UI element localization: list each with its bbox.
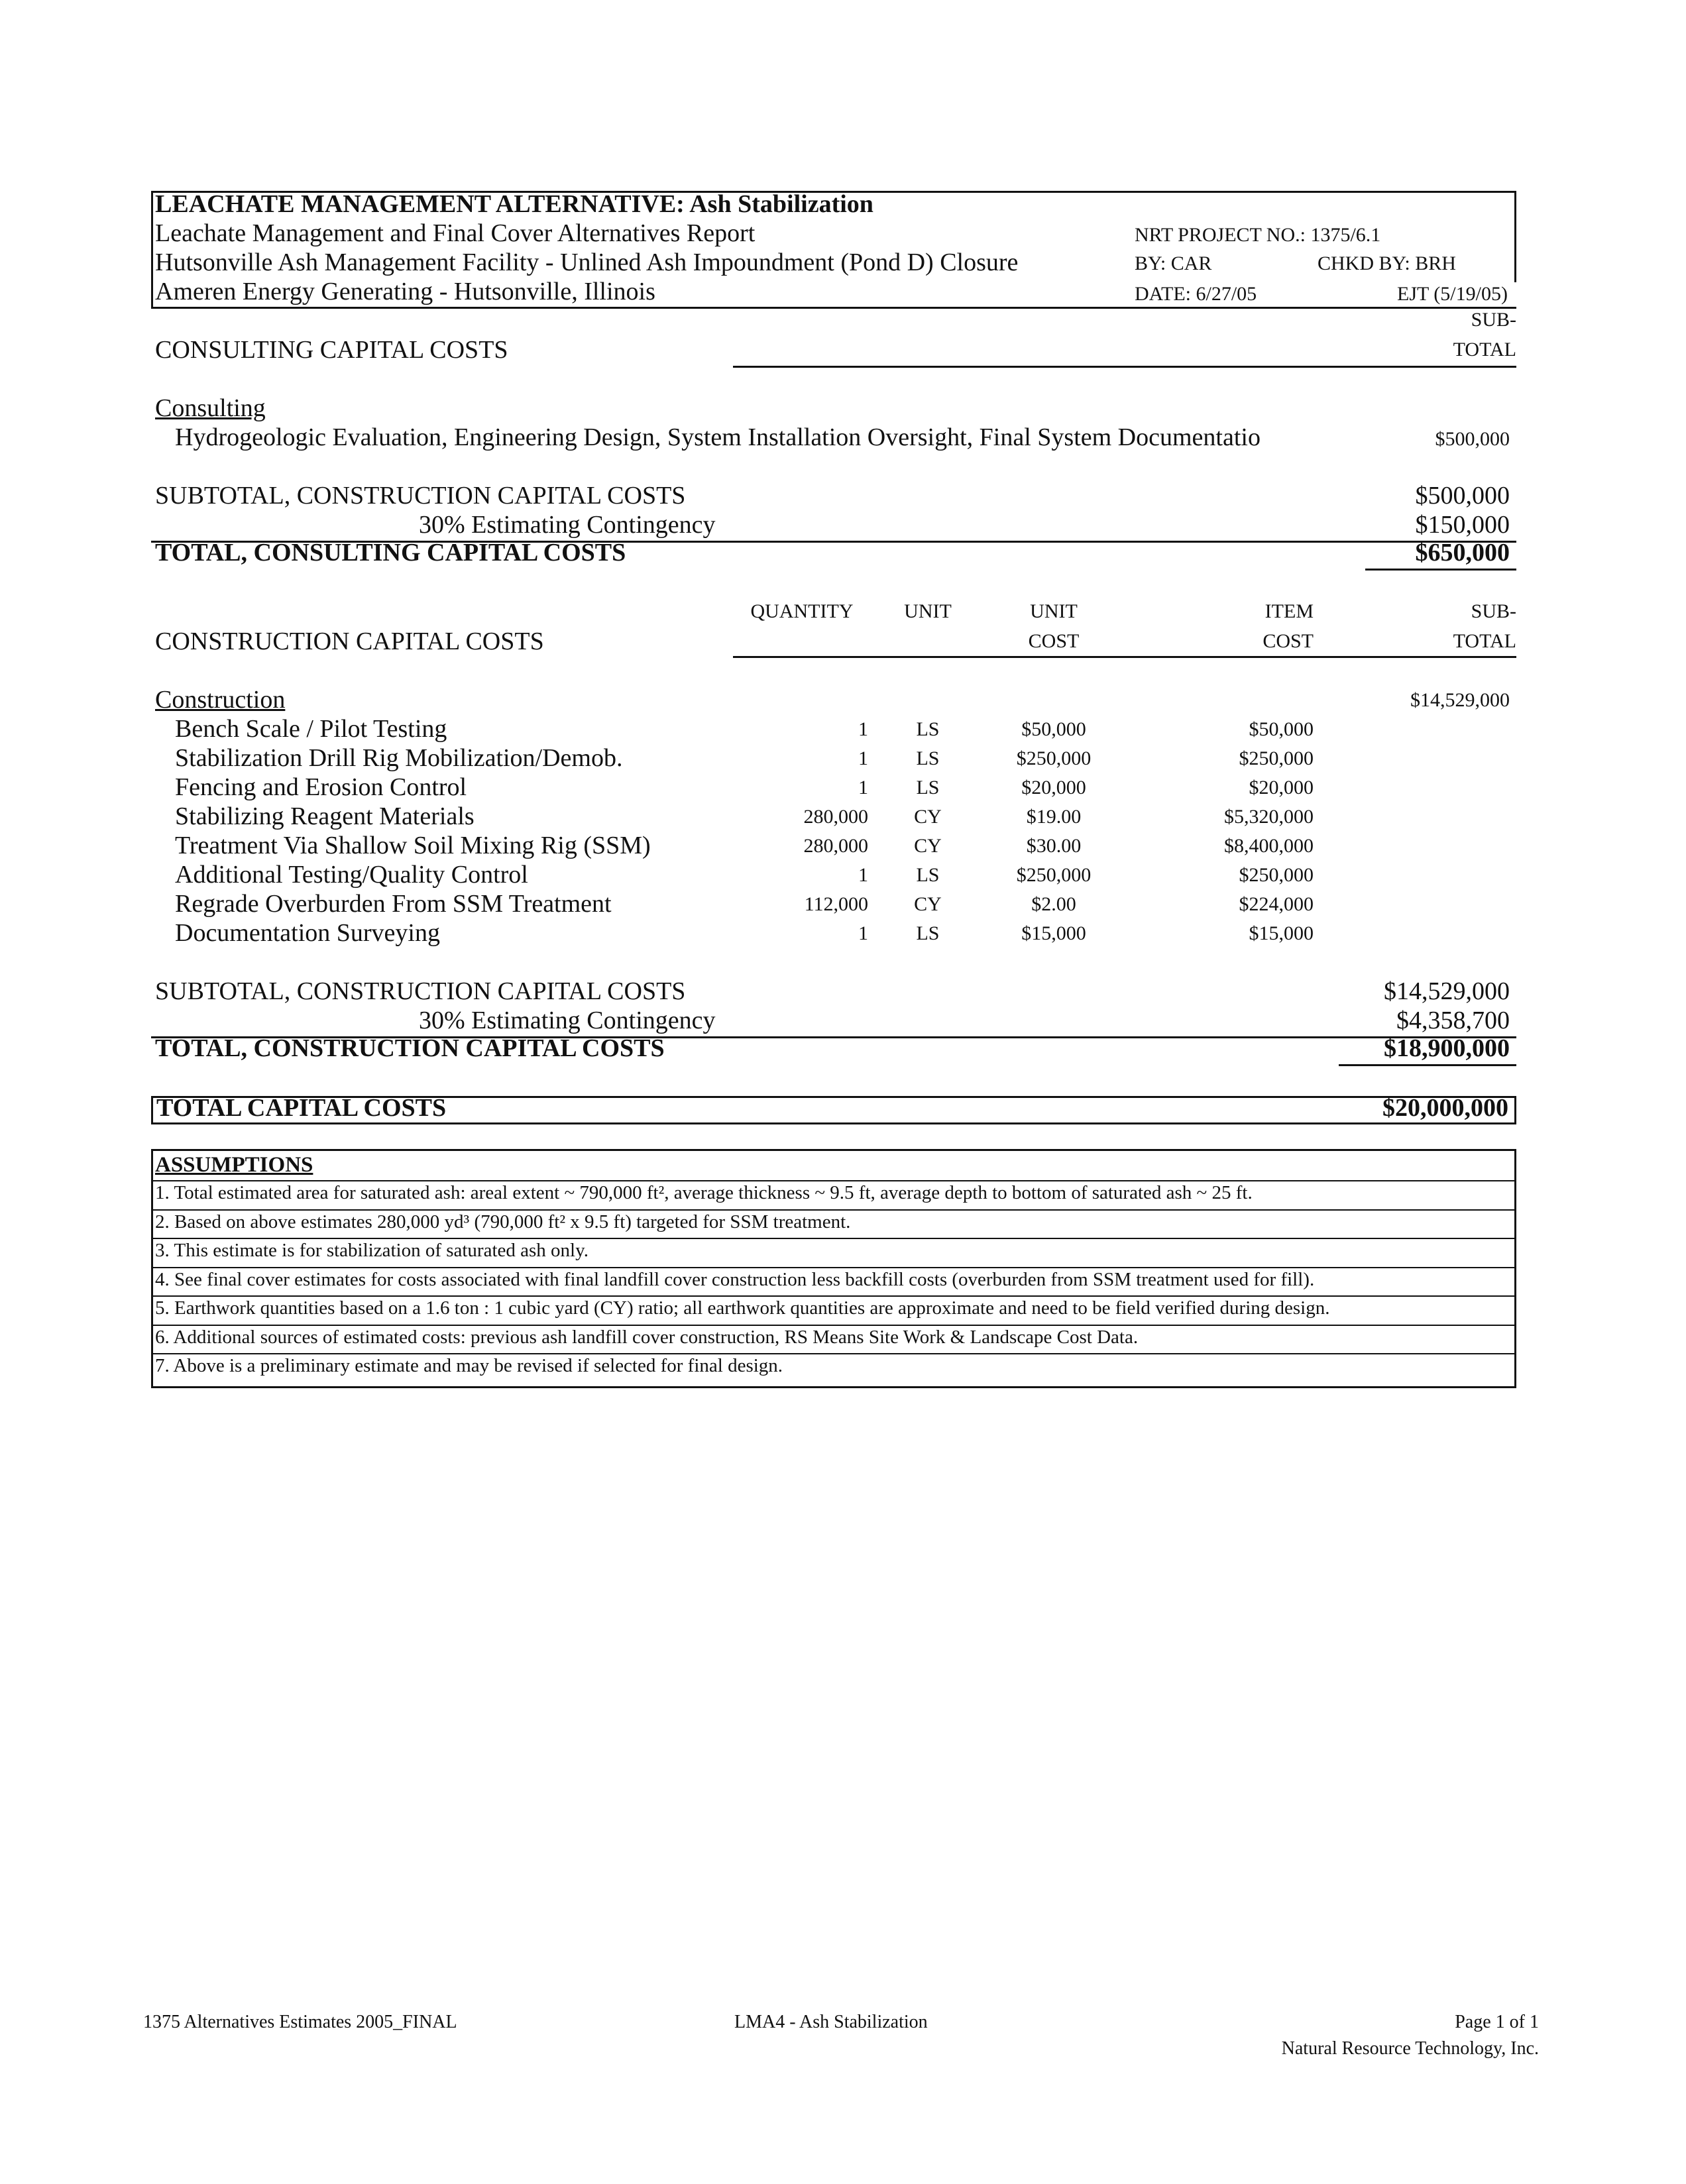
assumptions-bottom-rule xyxy=(151,1386,1516,1388)
construction-contingency-value: $4,358,700 xyxy=(1396,1007,1510,1034)
construction-item-unit-cost: $15,000 xyxy=(1021,922,1086,944)
assumptions-left-rule xyxy=(151,1149,153,1388)
header-left-rule xyxy=(151,191,153,309)
construction-item-unit: CY xyxy=(914,893,942,915)
construction-item-quantity: 1 xyxy=(858,922,868,944)
construction-item-unit-cost: $20,000 xyxy=(1021,777,1086,798)
construction-item-quantity: 280,000 xyxy=(803,835,868,857)
construction-item-description: Stabilization Drill Rig Mobilization/Demob. xyxy=(175,744,623,772)
consulting-total-value: $650,000 xyxy=(1415,539,1510,567)
consulting-item-desc: Hydrogeologic Evaluation, Engineering Design, System Installation Oversight, Final System Documentatio xyxy=(175,423,1261,451)
consulting-section-title: CONSULTING CAPITAL COSTS xyxy=(155,336,508,364)
construction-item-description: Stabilizing Reagent Materials xyxy=(175,802,475,830)
construction-item-description: Bench Scale / Pilot Testing xyxy=(175,715,447,743)
assumption-row-rule xyxy=(151,1353,1516,1354)
consulting-subtotal-value: $500,000 xyxy=(1415,482,1510,510)
construction-item-quantity: 112,000 xyxy=(804,893,868,915)
construction-header-rule xyxy=(733,656,1516,658)
construction-item-unit: LS xyxy=(916,777,940,798)
construction-group-label: Construction xyxy=(155,686,286,714)
checked-by: CHKD BY: BRH xyxy=(1318,252,1456,274)
col-sub-head-1: SUB- xyxy=(1471,600,1516,622)
construction-total-value: $18,900,000 xyxy=(1384,1034,1510,1062)
assumption-row-rule xyxy=(151,1295,1516,1297)
footer-page-number: Page 1 of 1 xyxy=(1455,2012,1539,2032)
construction-item-unit-cost: $250,000 xyxy=(1016,747,1092,769)
construction-item-unit-cost: $2.00 xyxy=(1031,893,1076,915)
consulting-group-label: Consulting xyxy=(155,394,266,422)
assumption-item: 3. This estimate is for stabilization of saturated ash only. xyxy=(155,1240,589,1261)
construction-item-description: Documentation Surveying xyxy=(175,919,440,947)
project-number: NRT PROJECT NO.: 1375/6.1 xyxy=(1135,224,1381,246)
construction-item-unit: CY xyxy=(914,835,942,857)
col-item-cost-head-2: COST xyxy=(1263,630,1314,652)
construction-item-cost: $224,000 xyxy=(1239,893,1314,915)
assumption-item: 4. See final cover estimates for costs associated with final landfill cover construction less backfill costs (overburden from SSM treatment used for fill). xyxy=(155,1268,1315,1290)
construction-subtotal-value: $14,529,000 xyxy=(1384,977,1510,1005)
construction-contingency-label: 30% Estimating Contingency xyxy=(419,1007,716,1034)
col-quantity-head: QUANTITY xyxy=(750,600,854,622)
prepared-date: DATE: 6/27/05 xyxy=(1135,283,1257,305)
construction-item-unit: LS xyxy=(916,922,940,944)
assumption-row-rule xyxy=(151,1180,1516,1181)
assumptions-right-rule xyxy=(1514,1149,1516,1388)
construction-item-unit: LS xyxy=(916,747,940,769)
assumptions-title: ASSUMPTIONS xyxy=(155,1153,313,1177)
construction-item-unit-cost: $250,000 xyxy=(1016,864,1092,886)
construction-item-description: Regrade Overburden From SSM Treatment xyxy=(175,890,612,918)
client-name: Ameren Energy Generating - Hutsonville, Illinois xyxy=(155,278,655,305)
construction-subtotal-label: SUBTOTAL, CONSTRUCTION CAPITAL COSTS xyxy=(155,977,686,1005)
construction-item-description: Additional Testing/Quality Control xyxy=(175,861,528,889)
report-subtitle: Leachate Management and Final Cover Alternatives Report xyxy=(155,219,756,247)
construction-section-title: CONSTRUCTION CAPITAL COSTS xyxy=(155,628,544,655)
construction-item-unit: CY xyxy=(914,806,942,828)
construction-group-subtotal: $14,529,000 xyxy=(1410,689,1510,711)
construction-item-quantity: 1 xyxy=(858,777,868,798)
assumption-row-rule xyxy=(151,1209,1516,1211)
construction-item-quantity: 1 xyxy=(858,864,868,886)
construction-item-unit: LS xyxy=(916,864,940,886)
construction-item-unit-cost: $30.00 xyxy=(1026,835,1082,857)
construction-item-cost: $20,000 xyxy=(1249,777,1314,798)
assumption-item: 2. Based on above estimates 280,000 yd³ (790,000 ft² x 9.5 ft) targeted for SSM treatment. xyxy=(155,1211,851,1232)
consulting-total-label: TOTAL, CONSULTING CAPITAL COSTS xyxy=(155,539,626,567)
consulting-subtotal-head-2: TOTAL xyxy=(1453,339,1516,360)
construction-item-quantity: 280,000 xyxy=(803,806,868,828)
footer-company: Natural Resource Technology, Inc. xyxy=(1281,2038,1539,2059)
construction-total-bottom-rule xyxy=(1339,1064,1516,1066)
facility-name: Hutsonville Ash Management Facility - Unlined Ash Impoundment (Pond D) Closure xyxy=(155,248,1019,276)
grand-total-left-rule xyxy=(151,1096,153,1124)
consulting-item-value: $500,000 xyxy=(1435,428,1510,450)
col-sub-head-2: TOTAL xyxy=(1453,630,1516,652)
assumption-item: 5. Earthwork quantities based on a 1.6 ton : 1 cubic yard (CY) ratio; all earthwork quantities are approximate and need to be field verified during design. xyxy=(155,1297,1330,1319)
construction-item-quantity: 1 xyxy=(858,747,868,769)
grand-total-value: $20,000,000 xyxy=(1382,1094,1508,1122)
consulting-subtotal-head-1: SUB- xyxy=(1471,309,1516,331)
construction-item-quantity: 1 xyxy=(858,718,868,740)
assumption-row-rule xyxy=(151,1325,1516,1326)
header-bottom-rule xyxy=(151,307,1516,309)
construction-total-label: TOTAL, CONSTRUCTION CAPITAL COSTS xyxy=(155,1034,665,1062)
header-right-rule xyxy=(1514,191,1516,282)
construction-item-description: Treatment Via Shallow Soil Mixing Rig (SSM) xyxy=(175,832,651,859)
assumption-item: 1. Total estimated area for saturated ash: areal extent ~ 790,000 ft², average thickness ~ 9.5 ft, average depth to bottom of saturated ash ~ 25 ft. xyxy=(155,1182,1253,1203)
grand-total-label: TOTAL CAPITAL COSTS xyxy=(156,1094,447,1122)
grand-total-right-rule xyxy=(1514,1096,1516,1124)
construction-item-unit-cost: $19.00 xyxy=(1026,806,1082,828)
footer-filename: 1375 Alternatives Estimates 2005_FINAL xyxy=(143,2012,457,2032)
footer-sheet-name: LMA4 - Ash Stabilization xyxy=(734,2012,928,2032)
col-unit-cost-head-1: UNIT xyxy=(1030,600,1078,622)
consulting-header-rule xyxy=(733,366,1516,368)
col-item-cost-head-1: ITEM xyxy=(1264,600,1314,622)
col-unit-head: UNIT xyxy=(904,600,952,622)
assumption-item: 6. Additional sources of estimated costs: previous ash landfill cover construction, RS Means Site Work & Landscape Cost Data. xyxy=(155,1326,1139,1348)
construction-item-cost: $250,000 xyxy=(1239,747,1314,769)
prepared-by: BY: CAR xyxy=(1135,252,1212,274)
report-title: LEACHATE MANAGEMENT ALTERNATIVE: Ash Stabilization xyxy=(155,190,873,218)
grand-total-bottom-rule xyxy=(151,1122,1516,1124)
construction-item-cost: $15,000 xyxy=(1249,922,1314,944)
consulting-contingency-value: $150,000 xyxy=(1415,511,1510,539)
assumptions-top-rule xyxy=(151,1149,1516,1151)
col-unit-cost-head-2: COST xyxy=(1028,630,1080,652)
construction-item-unit-cost: $50,000 xyxy=(1021,718,1086,740)
construction-item-cost: $50,000 xyxy=(1249,718,1314,740)
construction-item-description: Fencing and Erosion Control xyxy=(175,773,467,801)
consulting-contingency-label: 30% Estimating Contingency xyxy=(419,511,716,539)
construction-item-unit: LS xyxy=(916,718,940,740)
consulting-subtotal-label: SUBTOTAL, CONSTRUCTION CAPITAL COSTS xyxy=(155,482,686,510)
assumption-row-rule xyxy=(151,1238,1516,1239)
assumption-row-rule xyxy=(151,1267,1516,1268)
assumption-item: 7. Above is a preliminary estimate and may be revised if selected for final design. xyxy=(155,1355,783,1376)
consulting-total-bottom-rule xyxy=(1365,569,1516,571)
ejt-date: EJT (5/19/05) xyxy=(1397,283,1508,305)
construction-item-cost: $8,400,000 xyxy=(1224,835,1314,857)
construction-item-cost: $250,000 xyxy=(1239,864,1314,886)
construction-item-cost: $5,320,000 xyxy=(1224,806,1314,828)
